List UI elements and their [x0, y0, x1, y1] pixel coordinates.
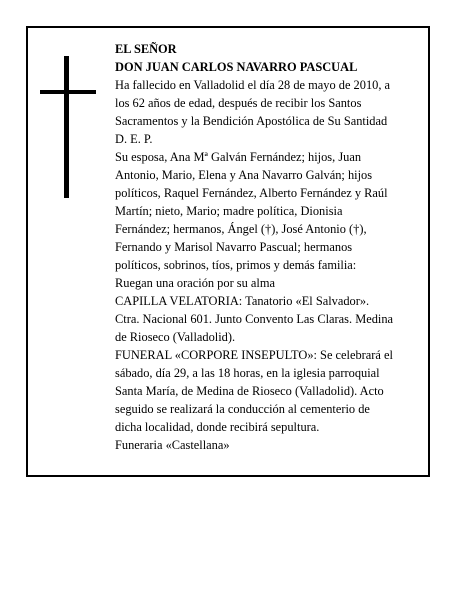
cross-icon [40, 56, 96, 198]
notice-body-line: D. E. P. [115, 132, 153, 146]
notice-body-line: Ruegan una oración por su alma [115, 276, 275, 290]
notice-body-line: Antonio, Mario, Elena y Ana Navarro Galván; hijos [115, 168, 373, 182]
notice-body-line: sábado, día 29, a las 18 horas, en la iglesia parroquial [115, 366, 380, 380]
obituary-notice [26, 26, 430, 477]
notice-body-line: Funeraria «Castellana» [115, 438, 230, 452]
notice-body-line: Ha fallecido en Valladolid el día 28 de mayo de 2010, a [115, 78, 391, 92]
cross-vertical-bar [64, 56, 69, 198]
notice-body-line: CAPILLA VELATORIA: Tanatorio «El Salvador». [115, 294, 370, 308]
notice-body-line: Fernández; hermanos, Ángel (†), José Antonio (†), [115, 222, 367, 236]
notice-body-line: Fernando y Marisol Navarro Pascual; hermanos [115, 240, 353, 254]
notice-body-line: Santa María, de Medina de Rioseco (Valladolid). Acto [115, 384, 384, 398]
notice-body-line: Su esposa, Ana Mª Galván Fernández; hijos, Juan [115, 150, 362, 164]
notice-heading-name: DON JUAN CARLOS NAVARRO PASCUAL [115, 60, 358, 74]
notice-body-line: Martín; nieto, Mario; madre política, Dionisia [115, 204, 343, 218]
notice-body-line: los 62 años de edad, después de recibir los Santos [115, 96, 362, 110]
notice-heading-title: EL SEÑOR [115, 42, 177, 56]
notice-text [115, 40, 427, 454]
cross-horizontal-bar [40, 90, 96, 94]
notice-body-line: seguido se realizará la conducción al cementerio de [115, 402, 370, 416]
notice-body-line: políticos, sobrinos, tíos, primos y demás familia: [115, 258, 357, 272]
notice-body-line: de Rioseco (Valladolid). [115, 330, 236, 344]
notice-body-line: Ctra. Nacional 601. Junto Convento Las Claras. Medina [115, 312, 394, 326]
notice-body-line: políticos, Raquel Fernández, Alberto Fernández y Raúl [115, 186, 388, 200]
notice-body-line: FUNERAL «CORPORE INSEPULTO»: Se celebrará el [115, 348, 393, 362]
notice-body-line: dicha localidad, donde recibirá sepultura. [115, 420, 320, 434]
notice-body-line: Sacramentos y la Bendición Apostólica de Su Santidad [115, 114, 388, 128]
